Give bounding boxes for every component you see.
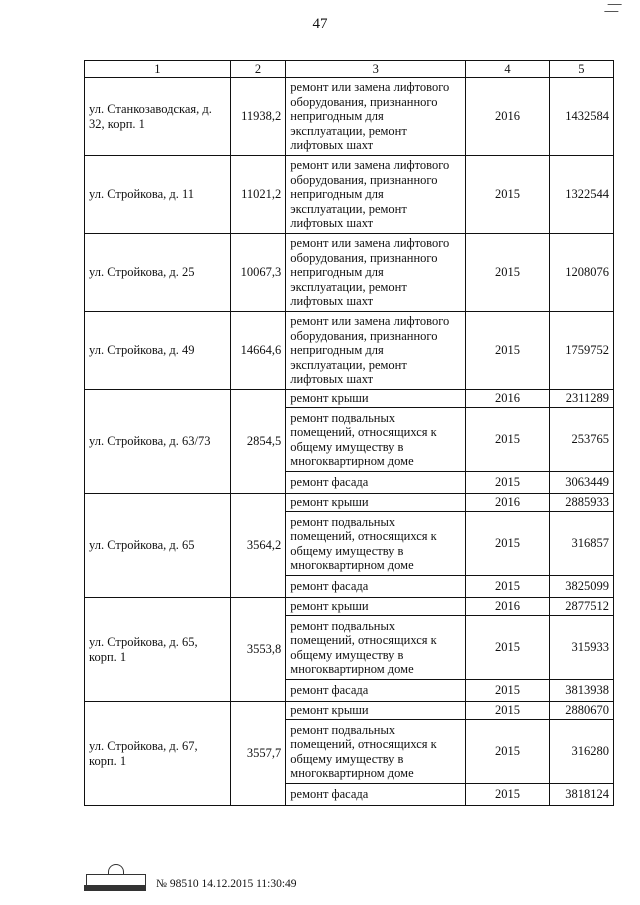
cost-cell: 1208076 [549, 234, 613, 312]
work-type-cell: ремонт или замена лифтового оборудования, признанного непригодным для эксплуатации, ремонт лифтовых шахт [286, 78, 466, 156]
work-type-cell: ремонт фасада [286, 784, 466, 806]
work-type-cell: ремонт фасада [286, 472, 466, 494]
year-cell: 2015 [466, 616, 550, 680]
area-cell: 3557,7 [230, 702, 286, 806]
work-type-cell: ремонт фасада [286, 576, 466, 598]
cost-cell: 2885933 [549, 494, 613, 512]
work-type-cell: ремонт или замена лифтового оборудования, признанного непригодным для эксплуатации, ремонт лифтовых шахт [286, 234, 466, 312]
table-row [85, 702, 614, 720]
table-row [85, 234, 614, 312]
table-row [85, 390, 614, 408]
page-number: 47 [312, 16, 328, 32]
header-col-2: 2 [230, 61, 286, 78]
year-cell: 2016 [466, 598, 550, 616]
cost-cell: 3825099 [549, 576, 613, 598]
address-cell: ул. Стройкова, д. 65 [85, 494, 231, 598]
cost-cell: 3063449 [549, 472, 613, 494]
cost-cell: 1759752 [549, 312, 613, 390]
year-cell: 2015 [466, 720, 550, 784]
work-type-cell: ремонт крыши [286, 598, 466, 616]
work-type-cell: ремонт или замена лифтового оборудования, признанного непригодным для эксплуатации, ремонт лифтовых шахт [286, 312, 466, 390]
header-col-4: 4 [466, 61, 550, 78]
cost-cell: 316280 [549, 720, 613, 784]
table-header-row [85, 61, 614, 78]
year-cell: 2015 [466, 312, 550, 390]
cost-cell: 3813938 [549, 680, 613, 702]
area-cell: 3564,2 [230, 494, 286, 598]
cost-cell: 1432584 [549, 78, 613, 156]
table-row [85, 78, 614, 156]
cost-cell: 2311289 [549, 390, 613, 408]
address-cell: ул. Стройкова, д. 11 [85, 156, 231, 234]
year-cell: 2015 [466, 680, 550, 702]
cost-cell: 316857 [549, 512, 613, 576]
cost-cell: 2880670 [549, 702, 613, 720]
table-row [85, 494, 614, 512]
corner-mark [604, 4, 622, 12]
work-type-cell: ремонт или замена лифтового оборудования, признанного непригодным для эксплуатации, ремонт лифтовых шахт [286, 156, 466, 234]
work-type-cell: ремонт фасада [286, 680, 466, 702]
area-cell: 11021,2 [230, 156, 286, 234]
cost-cell: 315933 [549, 616, 613, 680]
year-cell: 2016 [466, 78, 550, 156]
work-type-cell: ремонт крыши [286, 702, 466, 720]
header-col-1: 1 [85, 61, 231, 78]
address-cell: ул. Стройкова, д. 65, корп. 1 [85, 598, 231, 702]
area-cell: 2854,5 [230, 390, 286, 494]
year-cell: 2015 [466, 156, 550, 234]
year-cell: 2016 [466, 494, 550, 512]
year-cell: 2015 [466, 702, 550, 720]
cost-cell: 3818124 [549, 784, 613, 806]
cost-cell: 253765 [549, 408, 613, 472]
area-cell: 10067,3 [230, 234, 286, 312]
area-cell: 3553,8 [230, 598, 286, 702]
work-type-cell: ремонт крыши [286, 390, 466, 408]
address-cell: ул. Стройкова, д. 25 [85, 234, 231, 312]
year-cell: 2015 [466, 784, 550, 806]
address-cell: ул. Стройкова, д. 67, корп. 1 [85, 702, 231, 806]
year-cell: 2015 [466, 472, 550, 494]
area-cell: 11938,2 [230, 78, 286, 156]
work-type-cell: ремонт подвальных помещений, относящихся к общему имуществу в многоквартирном доме [286, 616, 466, 680]
year-cell: 2016 [466, 390, 550, 408]
header-col-3: 3 [286, 61, 466, 78]
work-type-cell: ремонт подвальных помещений, относящихся к общему имуществу в многоквартирном доме [286, 720, 466, 784]
table-row [85, 312, 614, 390]
year-cell: 2015 [466, 234, 550, 312]
building-logo-icon [84, 864, 146, 892]
work-type-cell: ремонт подвальных помещений, относящихся к общему имуществу в многоквартирном доме [286, 512, 466, 576]
table-row [85, 598, 614, 616]
document-stamp: № 98510 14.12.2015 11:30:49 [156, 878, 297, 890]
year-cell: 2015 [466, 576, 550, 598]
table-row [85, 156, 614, 234]
footer [84, 858, 297, 892]
year-cell: 2015 [466, 408, 550, 472]
cost-cell: 2877512 [549, 598, 613, 616]
area-cell: 14664,6 [230, 312, 286, 390]
address-cell: ул. Станкозаводская, д. 32, корп. 1 [85, 78, 231, 156]
header-col-5: 5 [549, 61, 613, 78]
work-type-cell: ремонт подвальных помещений, относящихся к общему имуществу в многоквартирном доме [286, 408, 466, 472]
work-type-cell: ремонт крыши [286, 494, 466, 512]
year-cell: 2015 [466, 512, 550, 576]
address-cell: ул. Стройкова, д. 49 [85, 312, 231, 390]
repair-schedule-table [84, 60, 614, 806]
address-cell: ул. Стройкова, д. 63/73 [85, 390, 231, 494]
cost-cell: 1322544 [549, 156, 613, 234]
